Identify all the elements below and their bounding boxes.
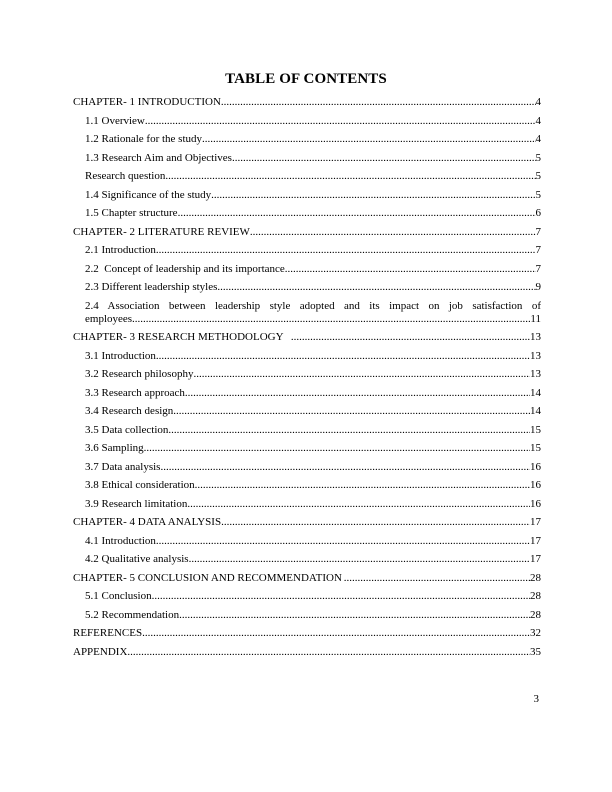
toc-entry-label: 1.2 Rationale for the study (85, 133, 203, 145)
toc-entry-page: 32 (530, 627, 541, 639)
toc-entry-chapter-4[interactable] (73, 516, 541, 529)
toc-entry-2-3[interactable] (73, 281, 541, 294)
toc-entry-page: 7 (535, 262, 541, 275)
toc-entry-appendix[interactable] (73, 646, 541, 659)
toc-entry-label: 3.7 Data analysis (85, 460, 161, 473)
toc-entry-label: 3.9 Research limitation (85, 497, 188, 510)
toc-entry-1-1[interactable] (73, 115, 541, 128)
toc-entry-page: 16 (530, 497, 541, 510)
toc-entry-page: 35 (530, 645, 541, 658)
toc-entry-3-4[interactable] (73, 405, 541, 418)
toc-entry-page: 28 (530, 571, 541, 584)
toc-entry-2-4[interactable] (73, 300, 541, 326)
toc-entry-page: 28 (530, 590, 541, 602)
toc-entry-page: 17 (530, 553, 541, 565)
toc-entry-label: 3.5 Data collection (85, 423, 169, 436)
dot-leader (291, 331, 530, 344)
toc-entry-chapter-5[interactable] (73, 572, 541, 585)
toc-entry-page: 13 (530, 331, 541, 343)
toc-entry-page: 17 (530, 534, 541, 547)
toc-entry-label: 3.6 Sampling (85, 442, 144, 454)
toc-entry-page: 14 (530, 386, 541, 399)
dot-leader (156, 535, 530, 548)
toc-entry-label: 4.2 Qualitative analysis (85, 553, 189, 565)
dot-leader (178, 207, 536, 220)
dot-leader (185, 387, 530, 400)
dot-leader (221, 96, 536, 109)
dot-leader (132, 313, 530, 326)
toc-entry-chapter-1[interactable] (73, 96, 541, 109)
toc-entry-page: 4 (535, 96, 541, 108)
dot-leader (187, 498, 530, 511)
toc-entry-label: 1.4 Significance of the study (85, 188, 212, 201)
toc-entry-research-question[interactable] (73, 170, 541, 183)
toc-entry-label: CHAPTER- 3 RESEARCH METHODOLOGY (73, 331, 284, 343)
toc-entry-label: 3.4 Research design (85, 405, 174, 417)
toc-entry-3-7[interactable] (73, 461, 541, 474)
dot-leader (189, 553, 530, 566)
toc-entry-label: 2.1 Introduction (85, 244, 156, 256)
page-number: 3 (533, 693, 539, 705)
toc-entry-chapter-3[interactable] (73, 331, 541, 344)
toc-entry-label: CHAPTER- 4 DATA ANALYSIS (73, 516, 222, 528)
dot-leader (160, 461, 530, 474)
toc-entry-2-1[interactable] (73, 244, 541, 257)
toc-entry-page: 5 (535, 188, 541, 201)
toc-entry-3-5[interactable] (73, 424, 541, 437)
toc-entry-4-2[interactable] (73, 553, 541, 566)
toc-entry-page: 4 (535, 133, 541, 145)
dot-leader (165, 170, 535, 183)
toc-entry-label: 3.2 Research philosophy (85, 368, 194, 380)
toc-entry-page: 5 (535, 170, 541, 182)
toc-entry-5-2[interactable] (73, 609, 541, 622)
toc-entry-label: 1.5 Chapter structure (85, 207, 178, 219)
toc-entry-label: CHAPTER- 2 LITERATURE REVIEW (73, 225, 250, 238)
toc-entry-4-1[interactable] (73, 535, 541, 548)
dot-leader (217, 281, 535, 294)
toc-entry-1-2[interactable] (73, 133, 541, 146)
toc-entry-page: 16 (530, 460, 541, 473)
toc-entry-1-4[interactable] (73, 189, 541, 202)
toc-entry-page: 7 (535, 225, 541, 238)
dot-leader (344, 572, 530, 585)
toc-entry-chapter-2[interactable] (73, 226, 541, 239)
toc-entry-3-3[interactable] (73, 387, 541, 400)
toc-entry-5-1[interactable] (73, 590, 541, 603)
dot-leader (179, 609, 530, 622)
toc-entry-3-6[interactable] (73, 442, 541, 455)
dot-leader (168, 424, 530, 437)
toc-entry-label: 5.1 Conclusion (85, 590, 152, 602)
dot-leader (221, 516, 530, 529)
toc-entry-label: 4.1 Introduction (85, 534, 156, 547)
toc-entry-label: 2.3 Different leadership styles (85, 281, 218, 293)
dot-leader (173, 405, 530, 418)
toc-entry-label: 5.2 Recommendation (85, 608, 180, 621)
toc-entry-page: 9 (535, 281, 541, 293)
toc-entry-page: 15 (530, 423, 541, 436)
dot-leader (202, 133, 535, 146)
dot-leader (145, 115, 536, 128)
toc-entry-label: 3.1 Introduction (85, 349, 156, 362)
toc-entry-page: 11 (530, 312, 541, 325)
toc-entry-3-1[interactable] (73, 350, 541, 363)
toc-entry-page: 15 (530, 442, 541, 454)
toc-entry-page: 13 (530, 349, 541, 362)
toc-entry-page: 13 (530, 368, 541, 380)
dot-leader (211, 189, 535, 202)
toc-entry-references[interactable] (73, 627, 541, 640)
toc-entry-label: 2.2 Concept of leadership and its importance (85, 262, 285, 275)
dot-leader (250, 226, 536, 239)
toc-entry-page: 28 (530, 608, 541, 621)
toc-entry-page: 4 (535, 114, 541, 127)
toc-entry-label: REFERENCES (73, 627, 143, 639)
toc-entry-label-line2: employees (85, 312, 133, 325)
toc-entry-label: 3.3 Research approach (85, 386, 185, 399)
dot-leader (152, 590, 530, 603)
toc-entry-page: 16 (530, 479, 541, 491)
dot-leader (195, 479, 530, 492)
toc-entry-label: CHAPTER- 5 CONCLUSION AND RECOMMENDATION (73, 571, 342, 584)
dot-leader (156, 350, 530, 363)
toc-entry-page: 14 (530, 405, 541, 417)
dot-leader (144, 442, 530, 455)
toc-entry-label: Research question (85, 170, 166, 182)
dot-leader (156, 244, 536, 257)
dot-leader (285, 263, 536, 276)
toc-entry-page: 7 (535, 244, 541, 256)
toc-entry-2-2[interactable] (73, 263, 541, 276)
dot-leader (232, 152, 536, 165)
toc-entry-page: 6 (535, 207, 541, 219)
toc-entry-page: 5 (535, 151, 541, 164)
dot-leader (127, 646, 530, 659)
toc-entry-label-line1: 2.4 Association between leadership style adopted and its impact on job satisfaction of (85, 299, 541, 312)
toc-entry-1-5[interactable] (73, 207, 541, 220)
toc-entry-1-3[interactable] (73, 152, 541, 165)
dot-leader (193, 368, 530, 381)
toc-entry-label: CHAPTER- 1 INTRODUCTION (73, 96, 221, 108)
toc-entry-3-2[interactable] (73, 368, 541, 381)
page-title: TABLE OF CONTENTS (225, 71, 387, 87)
dot-leader (142, 627, 530, 640)
table-of-contents (73, 96, 541, 664)
toc-entry-label: APPENDIX (73, 645, 128, 658)
toc-entry-3-8[interactable] (73, 479, 541, 492)
toc-entry-3-9[interactable] (73, 498, 541, 511)
toc-entry-label: 3.8 Ethical consideration (85, 479, 195, 491)
toc-entry-page: 17 (530, 516, 541, 528)
toc-entry-label: 1.3 Research Aim and Objectives (85, 151, 232, 164)
toc-entry-label: 1.1 Overview (85, 114, 145, 127)
